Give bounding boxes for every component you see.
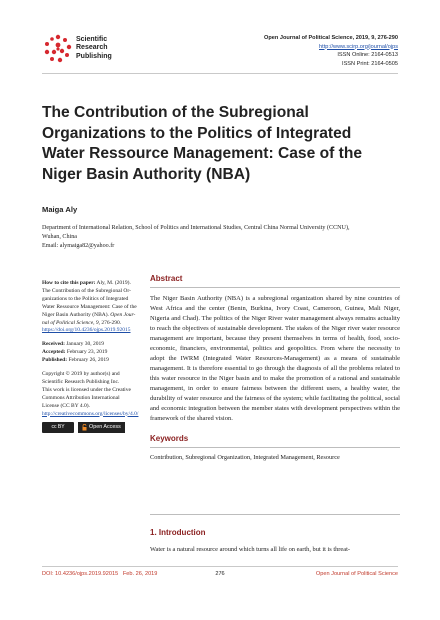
copyright-block: Copyright © 2019 by author(s) and Scientific Research Publishing Inc. This work is licensed under the Creative Commons Attribution International License (CC BY 4.0). http://creativecommons.org/licenses/by/4.0/ cc BY Open Access xyxy=(42,371,138,432)
citation-block: How to cite this paper: Aly, M. (2019). The Contribution of the Subregional Or- ganizations to the Politics of Integrated Water Ressource Management: Case of the Niger Basin Authority (NBA). Open Jour- nal of Political Science, 9, 276-290. https://doi.org/10.4236/ojps.2019.92015 xyxy=(42,280,137,334)
publisher-logo[interactable] xyxy=(42,33,152,65)
header-divider xyxy=(42,73,398,74)
abstract-section xyxy=(150,274,400,461)
keywords-heading: Keywords xyxy=(150,434,189,443)
journal-info xyxy=(264,34,398,68)
author-name: Maiga Aly xyxy=(42,205,78,214)
open-access-badge: Open Access xyxy=(78,422,125,433)
journal-citation-line: Open Journal of Political Science, 2019, 9, 276-290 xyxy=(264,35,398,41)
journal-url-link[interactable]: http://www.scirp.org/journal/ojps xyxy=(319,43,398,50)
footer-date: Feb. 26, 2019 xyxy=(122,571,158,577)
dates-block: Received: January 30, 2019 Accepted: February 23, 2019 Published: February 26, 2019 xyxy=(42,341,109,364)
footer-journal-name: Open Journal of Political Science xyxy=(315,571,398,577)
abstract-heading: Abstract xyxy=(150,274,183,283)
issn-print: ISSN Print: 2164-0505 xyxy=(342,60,398,67)
introduction-heading: 1. Introduction xyxy=(150,528,206,537)
article-sidebar xyxy=(42,280,138,439)
scirp-logo-icon xyxy=(42,33,74,65)
open-lock-icon xyxy=(82,424,87,431)
issn-online: ISSN Online: 2164-0513 xyxy=(337,52,398,59)
abstract-text: The Niger Basin Authority (NBA) is a subregional organization shared by nine countries of West Africa and the center (Benin, Burkina, Ivory Coast, Cameroon, Guinea, Mali Niger, Nigeria and Chad). The politics of the Niger River water management always remains actuality to reach the objectives of sustainable development. The stakes of the Niger river water resource management are important, because they present themselves in terms of health, food, socio-economic, financiers, environmental, politics and geopolitics. From where the necessity to adopt the IWRM (Integrated Water Resources-Management) as a means of sustainable management. It is therefore essential to go through the diagnosis of all the problems related to this water resource in the Niger basin and to make the promotion of a rational and sustainable management, in order to ensure fairness between the different users, a healthy water, the durability of water resource and the fairness of the system; while facilitating the political, social and economic integration between the member states with development perspectives within the framework of the shared vision. xyxy=(150,295,400,422)
keywords-text: Contribution, Subregional Organization, Integrated Management, Resource xyxy=(150,454,340,461)
page-number: 276 xyxy=(215,571,225,577)
abstract-divider xyxy=(150,287,400,288)
license-link[interactable]: http://creativecommons.org/licenses/by/4.0/ xyxy=(42,410,139,417)
footer-divider xyxy=(42,566,398,567)
author-affiliation: Department of International Relation, School of Politics and International Studies, Central China Normal University (CCNU), Wuhan, China Email: alymaiga82@yahoo.fr xyxy=(42,224,407,252)
article-title: The Contribution of the Subregional Organizations to the Politics of Integrated Water Ressource Management: Case of the Niger Basin Authority (NBA) xyxy=(42,104,363,183)
footer-doi[interactable]: DOI: 10.4236/ojps.2019.92015 xyxy=(42,571,119,577)
doi-link[interactable]: https://doi.org/10.4236/ojps.2019.92015 xyxy=(42,327,131,334)
cc-by-badge-icon[interactable]: cc BY xyxy=(42,422,74,433)
publisher-name: Scientific Research Publishing xyxy=(76,36,112,60)
author-email[interactable]: Email: alymaiga82@yahoo.fr xyxy=(42,243,115,250)
introduction-divider xyxy=(150,514,400,515)
keywords-divider xyxy=(150,447,400,448)
introduction-text: Water is a natural resource around which turns all life on earth, but it is threat- xyxy=(150,546,351,553)
